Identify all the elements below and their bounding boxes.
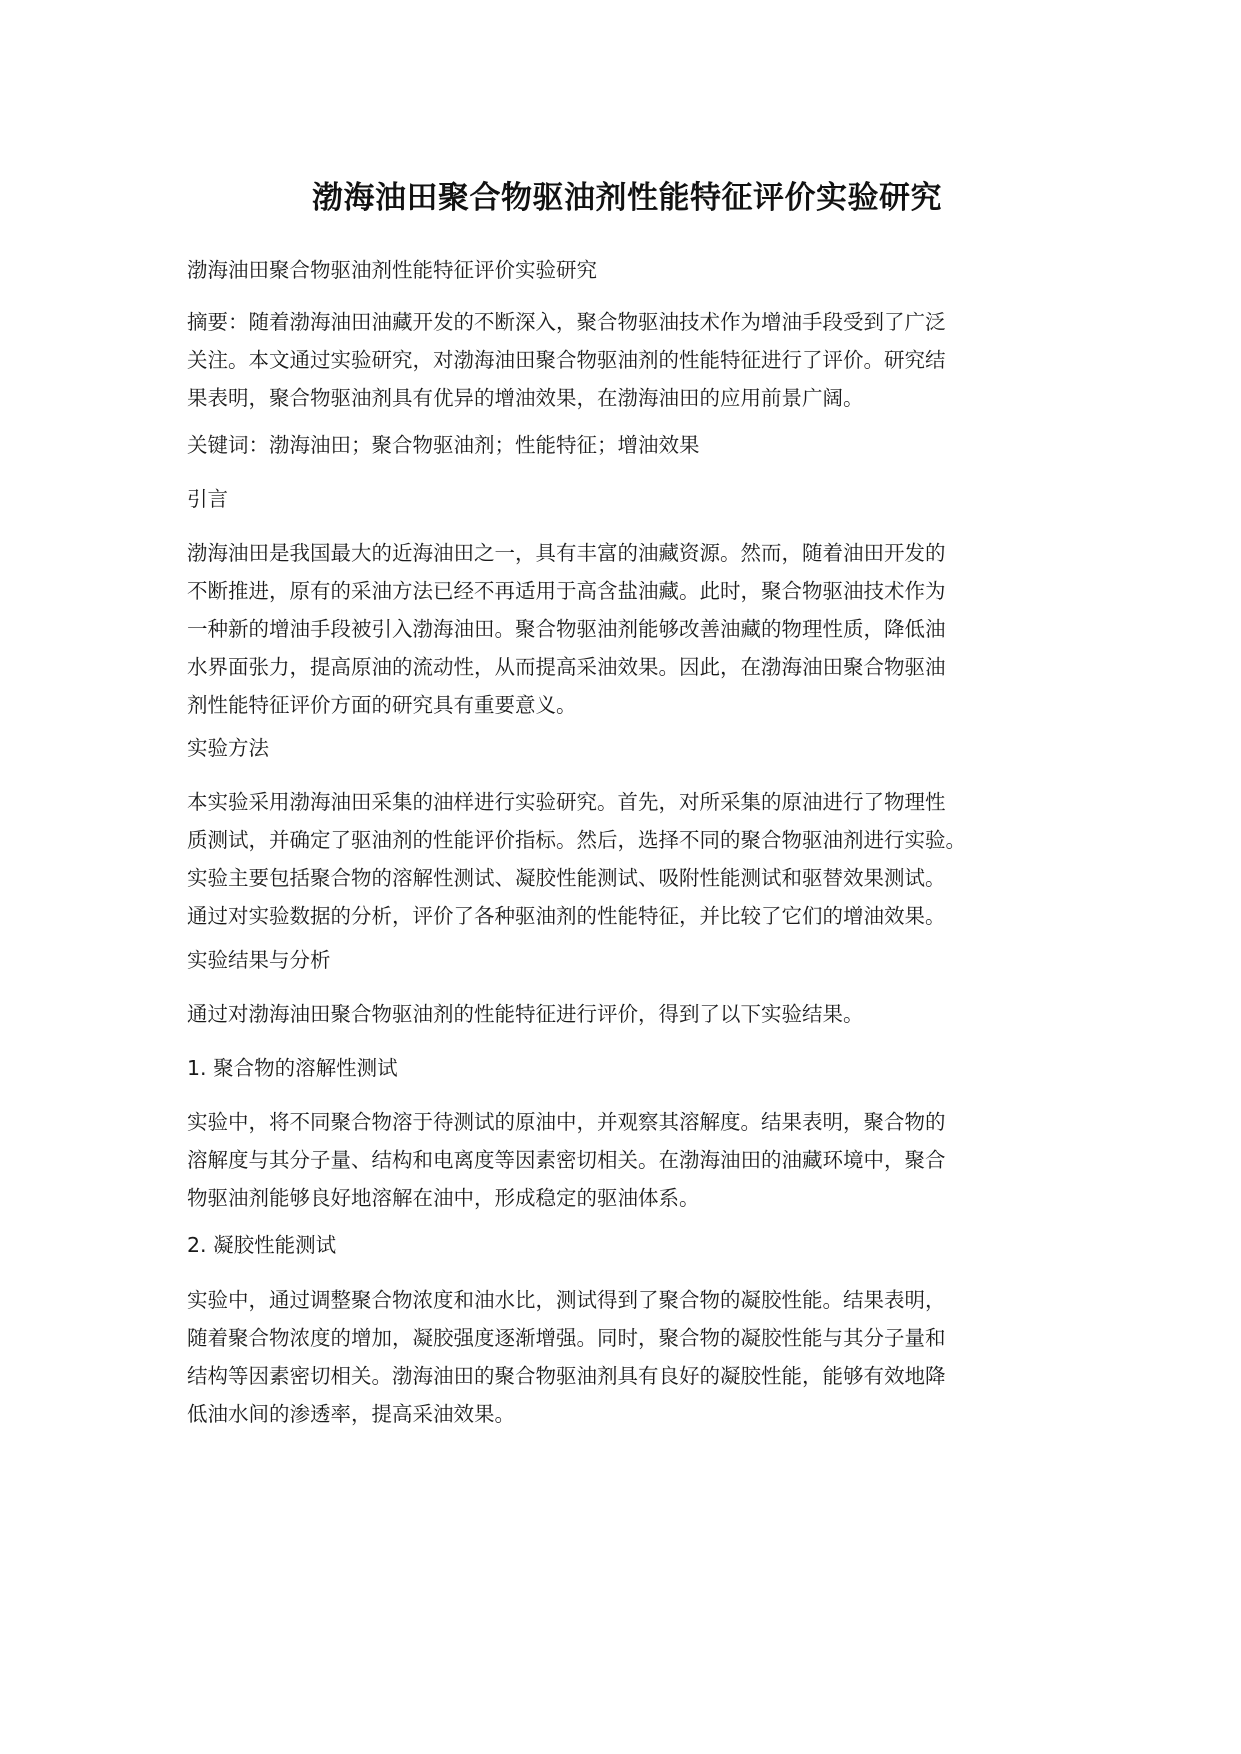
methods-line: 质测试，并确定了驱油剂的性能评价指标。然后，选择不同的聚合物驱油剂进行实验。 <box>187 828 966 852</box>
intro-line: 渤海油田是我国最大的近海油田之一，具有丰富的油藏资源。然而，随着油田开发的 <box>187 541 946 565</box>
intro-line: 水界面张力，提高原油的流动性，从而提高采油效果。因此，在渤海油田聚合物驱油 <box>187 655 946 679</box>
section1-line: 物驱油剂能够良好地溶解在油中，形成稳定的驱油体系。 <box>187 1186 700 1210</box>
section2-line: 随着聚合物浓度的增加，凝胶强度逐渐增强。同时，聚合物的凝胶性能与其分子量和 <box>187 1326 946 1350</box>
document-page <box>187 0 1067 1754</box>
intro-line: 一种新的增油手段被引入渤海油田。聚合物驱油剂能够改善油藏的物理性质，降低油 <box>187 617 946 641</box>
keywords-line: 关键词：渤海油田；聚合物驱油剂；性能特征；增油效果 <box>187 433 700 457</box>
section2-line: 低油水间的渗透率，提高采油效果。 <box>187 1402 515 1426</box>
section2-line: 实验中，通过调整聚合物浓度和油水比，测试得到了聚合物的凝胶性能。结果表明， <box>187 1288 946 1312</box>
document-title: 渤海油田聚合物驱油剂性能特征评价实验研究 <box>312 180 942 216</box>
section2-paragraph <box>187 1281 1067 1433</box>
abstract-line: 果表明，聚合物驱油剂具有优异的增油效果，在渤海油田的应用前景广阔。 <box>187 386 864 410</box>
methods-paragraph <box>187 783 1067 935</box>
section1-line: 溶解度与其分子量、结构和电离度等因素密切相关。在渤海油田的油藏环境中，聚合 <box>187 1148 946 1172</box>
intro-line: 剂性能特征评价方面的研究具有重要意义。 <box>187 693 577 717</box>
section1-heading: 1. 聚合物的溶解性测试 <box>187 1056 398 1080</box>
methods-line: 本实验采用渤海油田采集的油样进行实验研究。首先，对所采集的原油进行了物理性 <box>187 790 946 814</box>
document-subtitle: 渤海油田聚合物驱油剂性能特征评价实验研究 <box>187 258 597 282</box>
section1-line: 实验中，将不同聚合物溶于待测试的原油中，并观察其溶解度。结果表明，聚合物的 <box>187 1110 946 1134</box>
abstract-line: 关注。本文通过实验研究，对渤海油田聚合物驱油剂的性能特征进行了评价。研究结 <box>187 348 946 372</box>
results-intro: 通过对渤海油田聚合物驱油剂的性能特征进行评价，得到了以下实验结果。 <box>187 1002 864 1026</box>
results-heading: 实验结果与分析 <box>187 948 331 972</box>
intro-heading: 引言 <box>187 487 228 511</box>
intro-line: 不断推进，原有的采油方法已经不再适用于高含盐油藏。此时，聚合物驱油技术作为 <box>187 579 946 603</box>
abstract-paragraph <box>187 303 1067 417</box>
section1-paragraph <box>187 1103 1067 1217</box>
abstract-line: 摘要：随着渤海油田油藏开发的不断深入，聚合物驱油技术作为增油手段受到了广泛 <box>187 310 946 334</box>
methods-line: 实验主要包括聚合物的溶解性测试、凝胶性能测试、吸附性能测试和驱替效果测试。 <box>187 866 946 890</box>
section2-line: 结构等因素密切相关。渤海油田的聚合物驱油剂具有良好的凝胶性能，能够有效地降 <box>187 1364 946 1388</box>
intro-paragraph <box>187 534 1067 724</box>
methods-line: 通过对实验数据的分析，评价了各种驱油剂的性能特征，并比较了它们的增油效果。 <box>187 904 946 928</box>
methods-heading: 实验方法 <box>187 736 269 760</box>
section2-heading: 2. 凝胶性能测试 <box>187 1233 337 1257</box>
